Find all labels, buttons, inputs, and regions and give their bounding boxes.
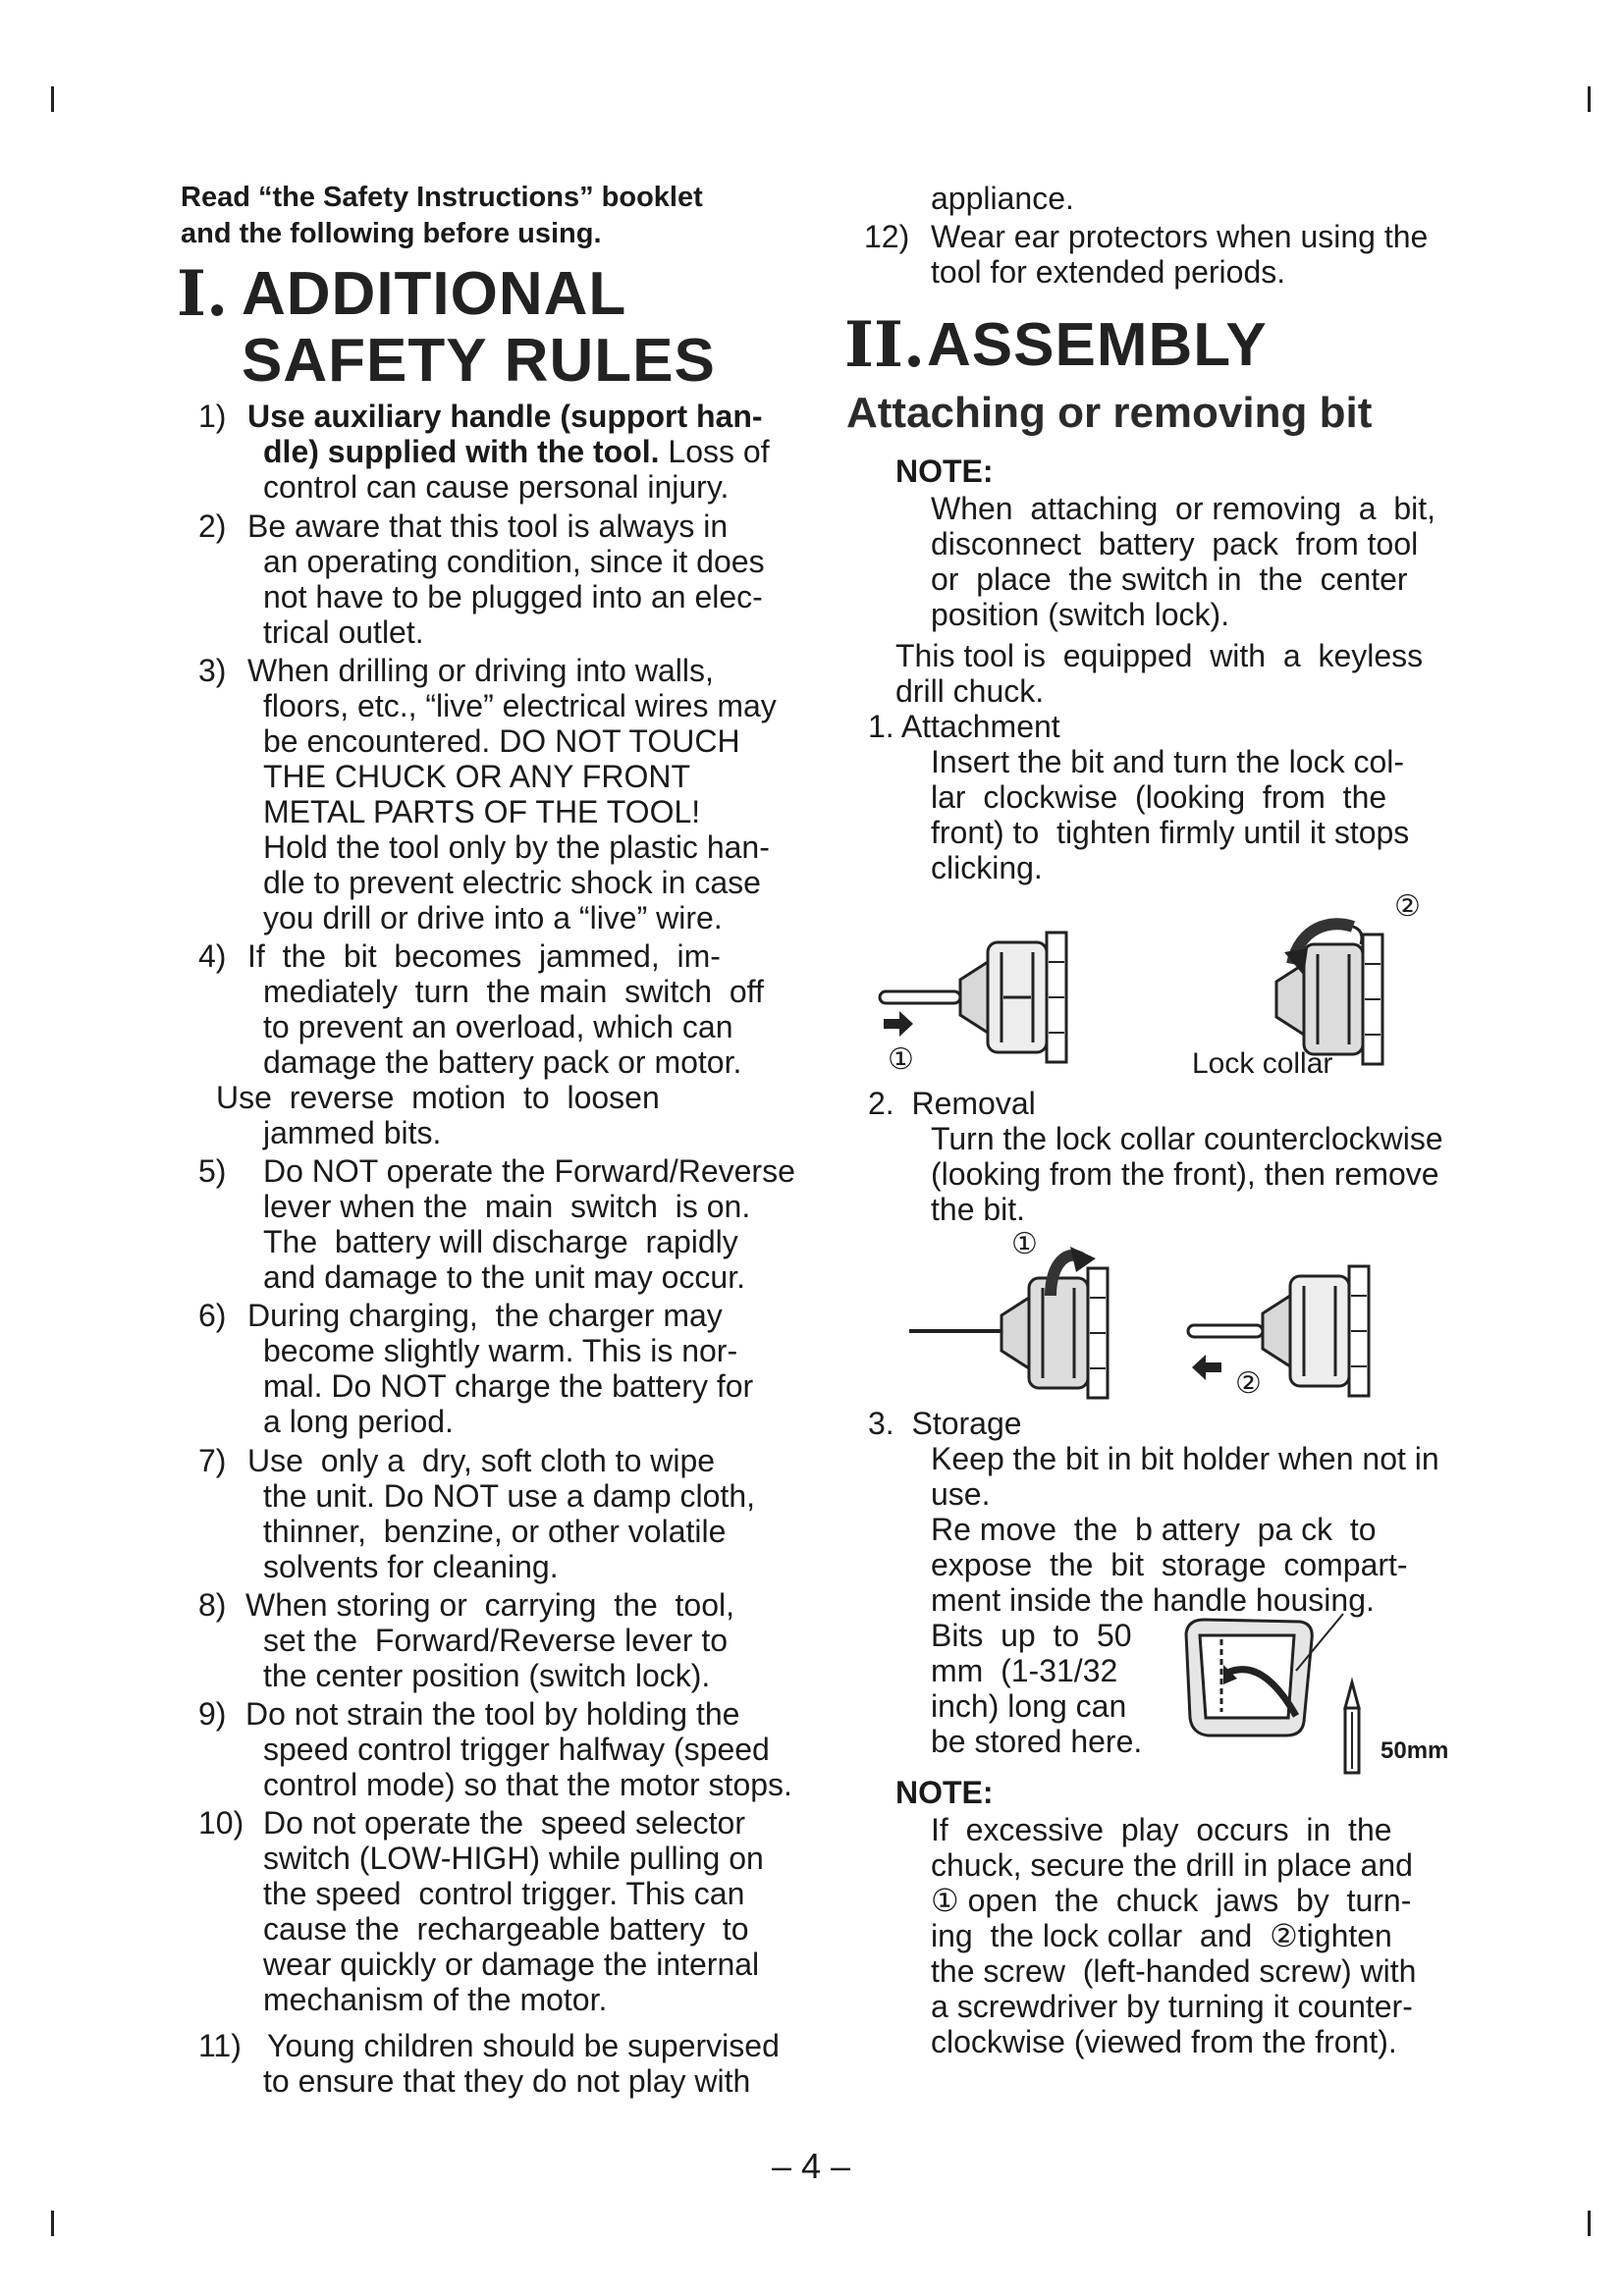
section1-title-line1: ADDITIONAL	[242, 260, 627, 328]
rule-text: Loss of	[659, 434, 770, 469]
rule-text: mechanism of the motor.	[263, 1982, 608, 2017]
step-text: Insert the bit and turn the lock col-	[931, 744, 1405, 779]
step-label: 2. Removal	[868, 1086, 1036, 1121]
step-text: inch) long can	[931, 1688, 1127, 1724]
step-text: (looking from the front), then remove	[931, 1156, 1439, 1192]
note-text: disconnect battery pack from tool	[931, 526, 1419, 561]
rule-text: the unit. Do NOT use a damp cloth,	[263, 1478, 755, 1514]
note-text: open the chuck jaws by turn-	[958, 1883, 1412, 1918]
rule-text: dle to prevent electric shock in case	[263, 865, 761, 900]
rule-text: trical outlet.	[263, 614, 424, 650]
rule-text: lever when the main switch is on.	[263, 1189, 751, 1224]
section1-title-line2: SAFETY RULES	[242, 327, 716, 395]
rule-text: METAL PARTS OF THE TOOL!	[263, 794, 701, 829]
rule-text: an operating condition, since it does	[263, 544, 765, 579]
rule-text: switch (LOW-HIGH) while pulling on	[263, 1841, 764, 1876]
step-marker-2: ②	[1270, 1917, 1298, 1954]
step-text: use.	[931, 1476, 991, 1512]
note-text: a screwdriver by turning it counter-	[931, 1989, 1413, 2024]
step-text: Re move the b attery pa ck to	[931, 1512, 1377, 1547]
rule-text: and damage to the unit may occur.	[263, 1259, 745, 1295]
section1-numeral: I.	[177, 257, 229, 331]
step-text: Turn the lock collar counterclockwise	[931, 1121, 1443, 1156]
step-text: ment inside the handle housing.	[931, 1582, 1375, 1618]
step-text: clicking.	[931, 850, 1043, 885]
left-arrow-icon	[1186, 1353, 1225, 1382]
rule-number: 7)	[198, 1443, 227, 1478]
step-text: lar clockwise (looking from the	[931, 779, 1387, 815]
note-label: NOTE:	[895, 454, 994, 489]
rule-text: cause the rechargeable battery to	[263, 1911, 749, 1947]
rule-text: Hold the tool only by the plastic han-	[263, 829, 770, 865]
bit-holder-illustration	[1178, 1614, 1375, 1781]
rule-number: 5)	[198, 1153, 227, 1189]
rule-number: 6)	[198, 1298, 227, 1333]
step-text: be stored here.	[931, 1724, 1143, 1759]
rule-text: When storing or carrying the tool,	[245, 1587, 734, 1623]
rule-text: The battery will discharge rapidly	[263, 1224, 738, 1259]
rule-number: 8)	[198, 1587, 227, 1623]
rule-text: If the bit becomes jammed, im-	[247, 938, 721, 974]
rule-text: THE CHUCK OR ANY FRONT	[263, 759, 690, 794]
note-text: When attaching or removing a bit,	[931, 491, 1436, 526]
rule-text: be encountered. DO NOT TOUCH	[263, 723, 740, 759]
rule-text: Do NOT operate the Forward/Reverse	[263, 1153, 795, 1189]
rule-text: to prevent an overload, which can	[263, 1009, 733, 1044]
rule-number: 10)	[198, 1805, 244, 1841]
note-text: the screw (left-handed screw) with	[931, 1953, 1417, 1989]
rule-text: Use auxiliary handle (support han-	[247, 399, 763, 434]
rule-number: 1)	[198, 399, 227, 434]
rule-text: set the Forward/Reverse lever to	[263, 1623, 729, 1658]
rule-text: damage the battery pack or motor.	[263, 1044, 742, 1080]
rule-text: Be aware that this tool is always in	[247, 508, 729, 544]
rule-text-bold: dle) supplied with the tool.	[263, 434, 660, 469]
crop-mark	[51, 86, 54, 112]
crop-mark	[51, 2211, 54, 2236]
rule-text: Young children should be supervised	[267, 2028, 780, 2063]
step-text: mm (1-31/32	[931, 1653, 1118, 1688]
body-text: This tool is equipped with a keyless	[895, 638, 1424, 673]
rule-text: jammed bits.	[263, 1115, 442, 1150]
note-text: position (switch lock).	[931, 597, 1230, 632]
note-text: ing the lock collar and	[931, 1918, 1271, 1953]
body-text: drill chuck.	[895, 673, 1045, 709]
step-text: the bit.	[931, 1192, 1026, 1227]
section2-title: ASSEMBLY	[927, 311, 1268, 379]
drill-chuck-illustration	[903, 1227, 1110, 1404]
step-marker-1: ①	[1011, 1227, 1038, 1261]
step-text: expose the bit storage compart-	[931, 1547, 1408, 1582]
page-number: – 4 –	[772, 2146, 851, 2186]
rule-text: Use reverse motion to loosen	[216, 1080, 660, 1115]
rule-text: Wear ear protectors when using the	[931, 219, 1429, 254]
note-text: clockwise (viewed from the front).	[931, 2024, 1397, 2059]
continued-text: appliance.	[931, 181, 1074, 216]
note-text: If excessive play occurs in the	[931, 1812, 1392, 1847]
step-label: 1. Attachment	[868, 709, 1060, 744]
rule-text: wear quickly or damage the internal	[263, 1947, 760, 1982]
rule-text: control mode) so that the motor stops.	[263, 1767, 792, 1802]
rule-text: Do not strain the tool by holding the	[245, 1696, 740, 1732]
rule-text: not have to be plugged into an elec-	[263, 579, 763, 614]
lock-collar-label: Lock collar	[1192, 1047, 1333, 1080]
section2-numeral: II.	[844, 308, 926, 382]
bit-length-label: 50mm	[1380, 1737, 1449, 1764]
rule-text: the speed control trigger. This can	[263, 1876, 745, 1911]
right-arrow-icon	[882, 1009, 921, 1039]
intro-line-2: and the following before using.	[181, 218, 602, 249]
rule-text: mal. Do NOT charge the battery for	[263, 1368, 754, 1404]
intro-line-1: Read “the Safety Instructions” booklet	[181, 182, 703, 213]
rule-text: Use only a dry, soft cloth to wipe	[247, 1443, 716, 1478]
rule-text: floors, etc., “live” electrical wires may	[263, 688, 777, 723]
rule-text: speed control trigger halfway (speed	[263, 1732, 770, 1767]
crop-mark	[1588, 86, 1591, 112]
step-label: 3. Storage	[868, 1406, 1022, 1441]
rule-number: 4)	[198, 938, 227, 974]
rule-number: 12)	[864, 219, 910, 254]
rule-number: 3)	[198, 653, 227, 688]
step-text: Keep the bit in bit holder when not in	[931, 1441, 1439, 1476]
rule-text: the center position (switch lock).	[263, 1658, 711, 1693]
section2-subheading: Attaching or removing bit	[846, 389, 1373, 437]
rule-text: mediately turn the main switch off	[263, 974, 764, 1009]
rule-text: During charging, the charger may	[247, 1298, 723, 1333]
rule-number: 11)	[198, 2028, 242, 2063]
rule-text: a long period.	[263, 1404, 454, 1439]
rule-text: to ensure that they do not play with	[263, 2063, 751, 2099]
rule-number: 9)	[198, 1696, 227, 1732]
rule-text: Do not operate the speed selector	[263, 1805, 745, 1841]
rule-number: 2)	[198, 508, 227, 544]
rule-text: solvents for cleaning.	[263, 1549, 559, 1584]
crop-mark	[1588, 2211, 1591, 2236]
step-marker-2: ②	[1394, 889, 1421, 924]
note-text: tighten	[1297, 1918, 1392, 1953]
rule-text: thinner, benzine, or other volatile	[263, 1514, 727, 1549]
step-text: front) to tighten firmly until it stops	[931, 815, 1410, 850]
step-text: Bits up to 50	[931, 1618, 1132, 1653]
rule-text: you drill or drive into a “live” wire.	[263, 900, 723, 935]
note-text: chuck, secure the drill in place and	[931, 1847, 1413, 1883]
rule-text: tool for extended periods.	[931, 254, 1286, 290]
step-marker-2: ②	[1235, 1366, 1262, 1401]
note-label: NOTE:	[895, 1775, 994, 1810]
rule-text: become slightly warm. This is nor-	[263, 1333, 738, 1368]
rule-text: control can cause personal injury.	[263, 469, 730, 505]
step-marker-1: ①	[888, 1042, 914, 1077]
note-text: or place the switch in the center	[931, 561, 1408, 597]
step-marker-1: ①	[931, 1882, 959, 1919]
rule-text: When drilling or driving into walls,	[247, 653, 714, 688]
